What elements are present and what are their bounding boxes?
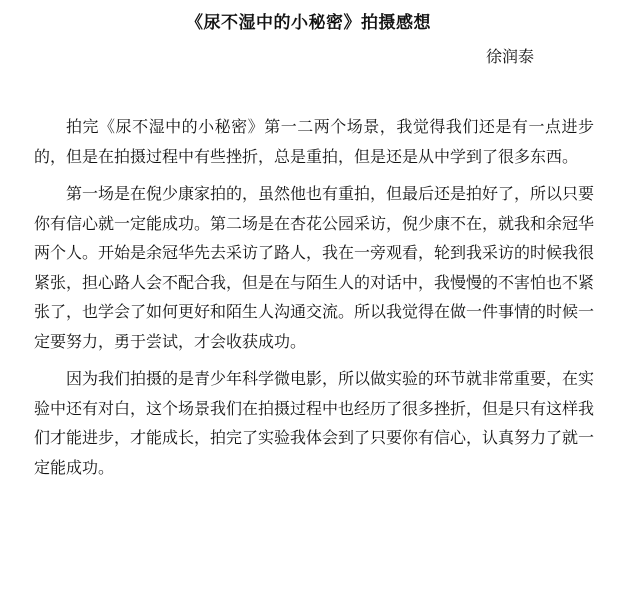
document-title: 《尿不湿中的小秘密》拍摄感想 [186, 13, 431, 33]
paragraph: 因为我们拍摄的是青少年科学微电影，所以做实验的环节就非常重要，在实验中还有对白，这个场景我们在拍摄过程中也经历了很多挫折，但是只有这样我们才能进步，才能成长，拍完了实验我体会到了只要你有信心，认真努力了就一定能成功。 [34, 369, 595, 477]
document-body [34, 112, 594, 482]
paragraph: 拍完《尿不湿中的小秘密》第一二两个场景，我觉得我们还是有一点进步的，但是在拍摄过程中有些挫折，总是重拍，但是还是从中学到了很多东西。 [34, 117, 594, 166]
paragraph: 第一场是在倪少康家拍的，虽然他也有重拍，但最后还是拍好了，所以只要你有信心就一定能成功。第二场是在杏花公园采访，倪少康不在，就我和余冠华两个人。开始是余冠华先去采访了路人，我在一旁观看，轮到我采访的时候我很紧张，担心路人会不配合我，但是在与陌生人的对话中，我慢慢的不害怕也不紧张了，也学会了如何更好和陌生人沟通交流。所以我觉得在做一件事情的时候一定要努力，勇于尝试，才会收获成功。 [34, 184, 595, 351]
document-author: 徐润泰 [486, 47, 535, 66]
